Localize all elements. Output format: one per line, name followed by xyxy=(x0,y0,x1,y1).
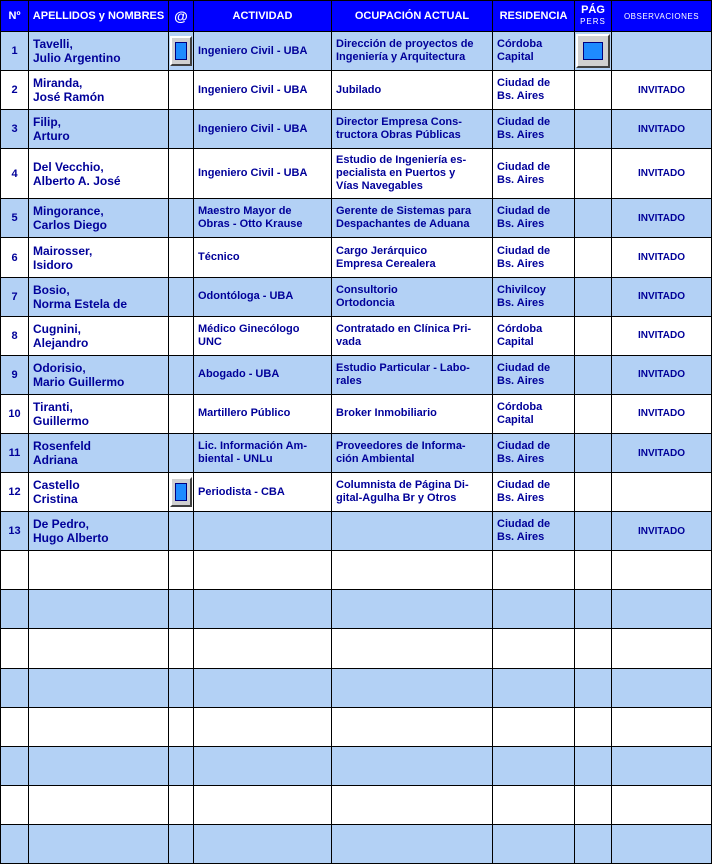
surname: Castello xyxy=(33,478,80,493)
empty-cell xyxy=(169,707,194,746)
residence-line-2: Capital xyxy=(497,335,534,348)
given-names: Alberto A. José xyxy=(33,173,121,188)
residence-cell xyxy=(493,238,575,277)
person-name xyxy=(29,433,169,472)
empty-cell xyxy=(493,746,575,785)
empty-table-row xyxy=(1,746,712,785)
empty-cell xyxy=(1,824,29,863)
page-cell xyxy=(575,71,612,110)
surname: Miranda, xyxy=(33,76,83,91)
page-cell xyxy=(575,199,612,238)
observation-cell xyxy=(612,473,712,512)
given-names: Alejandro xyxy=(33,335,89,350)
surname: De Pedro, xyxy=(33,517,90,532)
empty-cell xyxy=(493,785,575,824)
occupation-cell xyxy=(332,32,493,71)
occupation-line-1: Jubilado xyxy=(336,83,382,96)
observation-cell: INVITADO xyxy=(612,433,712,472)
email-cell xyxy=(169,71,194,110)
residence-line-2: Bs. Aires xyxy=(497,374,545,387)
activity-line-1: Médico Ginecólogo xyxy=(198,322,300,335)
email-cell xyxy=(169,316,194,355)
empty-table-row xyxy=(1,785,712,824)
empty-cell xyxy=(194,824,332,863)
empty-cell xyxy=(575,707,612,746)
residence-cell xyxy=(493,512,575,551)
given-names: Arturo xyxy=(33,129,70,144)
empty-cell xyxy=(493,824,575,863)
empty-cell xyxy=(194,746,332,785)
activity-cell xyxy=(194,394,332,433)
empty-cell xyxy=(1,590,29,629)
residence-line-2: Bs. Aires xyxy=(497,90,545,103)
page-cell xyxy=(575,355,612,394)
email-cell xyxy=(169,394,194,433)
empty-cell xyxy=(169,785,194,824)
occupation-line-1: Columnista de Página Di- xyxy=(336,479,469,492)
surname: Mairosser, xyxy=(33,243,93,258)
person-name xyxy=(29,149,169,199)
activity-cell xyxy=(194,238,332,277)
residence-line-2: Bs. Aires xyxy=(497,218,545,231)
table-row xyxy=(1,71,712,110)
surname: Bosio, xyxy=(33,282,70,297)
occupation-cell xyxy=(332,71,493,110)
residence-cell xyxy=(493,433,575,472)
occupation-cell xyxy=(332,277,493,316)
residence-cell xyxy=(493,316,575,355)
occupation-cell xyxy=(332,110,493,149)
surname: Del Vecchio, xyxy=(33,159,104,174)
occupation-cell xyxy=(332,355,493,394)
activity-line-2: UNC xyxy=(198,335,222,348)
given-names: Carlos Diego xyxy=(33,218,108,233)
activity-line-1: Ingeniero Civil - UBA xyxy=(198,167,308,180)
empty-cell xyxy=(332,824,493,863)
observation-cell: INVITADO xyxy=(612,199,712,238)
residence-cell xyxy=(493,149,575,199)
empty-table-row xyxy=(1,551,712,590)
empty-cell xyxy=(29,668,169,707)
row-number: 2 xyxy=(1,71,29,110)
table-row xyxy=(1,433,712,472)
empty-cell xyxy=(612,707,712,746)
empty-cell xyxy=(29,785,169,824)
residence-cell xyxy=(493,473,575,512)
observation-cell: INVITADO xyxy=(612,316,712,355)
header-activity: ACTIVIDAD xyxy=(194,1,332,32)
occupation-cell xyxy=(332,394,493,433)
activity-cell xyxy=(194,512,332,551)
person-name xyxy=(29,394,169,433)
residence-line-2: Capital xyxy=(497,51,534,64)
empty-cell xyxy=(332,629,493,668)
email-cell xyxy=(169,110,194,149)
residence-line-2: Capital xyxy=(497,413,534,426)
observation-cell: INVITADO xyxy=(612,512,712,551)
table-row xyxy=(1,394,712,433)
activity-cell xyxy=(194,433,332,472)
surname: Mingorance, xyxy=(33,204,104,219)
occupation-line-2: pecialista en Puertos y xyxy=(336,167,456,180)
empty-cell xyxy=(169,668,194,707)
occupation-line-1: Dirección de proyectos de xyxy=(336,38,474,51)
given-names: Julio Argentino xyxy=(33,51,121,66)
given-names: José Ramón xyxy=(33,90,105,105)
person-name xyxy=(29,199,169,238)
table-row xyxy=(1,199,712,238)
empty-cell xyxy=(1,668,29,707)
table-row xyxy=(1,316,712,355)
page-cell xyxy=(575,238,612,277)
empty-cell xyxy=(194,590,332,629)
empty-cell xyxy=(169,629,194,668)
empty-cell xyxy=(493,551,575,590)
empty-table-row xyxy=(1,668,712,707)
row-number: 8 xyxy=(1,316,29,355)
empty-cell xyxy=(493,668,575,707)
activity-line-1: Martillero Público xyxy=(198,407,291,420)
residence-line-1: Ciudad de xyxy=(497,440,551,452)
header-occupation: OCUPACIÓN ACTUAL xyxy=(332,1,493,32)
occupation-line-2: Ortodoncia xyxy=(336,296,395,309)
activity-line-1: Técnico xyxy=(198,251,240,264)
surname: Filip, xyxy=(33,115,61,130)
activity-line-1: Odontóloga - UBA xyxy=(198,290,294,303)
given-names: Cristina xyxy=(33,492,78,507)
page-cell xyxy=(575,32,612,71)
table-row xyxy=(1,473,712,512)
email-cell xyxy=(169,32,194,71)
activity-cell xyxy=(194,149,332,199)
empty-cell xyxy=(332,746,493,785)
empty-cell xyxy=(575,746,612,785)
empty-cell xyxy=(332,668,493,707)
observation-cell: INVITADO xyxy=(612,149,712,199)
surname: Rosenfeld xyxy=(33,439,92,453)
observation-cell: INVITADO xyxy=(612,277,712,316)
header-email: @ xyxy=(169,1,194,32)
residence-line-1: Ciudad de xyxy=(497,116,551,129)
occupation-line-1: Proveedores de Informa- xyxy=(336,440,466,452)
empty-cell xyxy=(612,824,712,863)
email-cell xyxy=(169,277,194,316)
empty-cell xyxy=(612,668,712,707)
table-row xyxy=(1,32,712,71)
email-link-icon[interactable] xyxy=(170,477,192,507)
activity-cell xyxy=(194,32,332,71)
given-names: Guillermo xyxy=(33,413,90,428)
header-name: APELLIDOS y NOMBRES xyxy=(29,1,169,32)
activity-line-1: Lic. Información Am- xyxy=(198,440,307,452)
empty-cell xyxy=(575,785,612,824)
residence-line-1: Córdoba xyxy=(497,38,543,51)
row-number: 10 xyxy=(1,394,29,433)
personal-page-icon[interactable] xyxy=(576,34,610,68)
residence-line-1: Ciudad de xyxy=(497,518,551,531)
empty-cell xyxy=(29,629,169,668)
empty-cell xyxy=(29,746,169,785)
empty-cell xyxy=(194,551,332,590)
observation-cell: INVITADO xyxy=(612,394,712,433)
email-cell xyxy=(169,238,194,277)
empty-cell xyxy=(493,590,575,629)
residence-line-2: Bs. Aires xyxy=(497,173,545,186)
person-name xyxy=(29,473,169,512)
occupation-line-1: Broker Inmobiliario xyxy=(336,407,437,420)
table-row xyxy=(1,110,712,149)
page-cell xyxy=(575,394,612,433)
roster-body xyxy=(1,32,712,864)
residence-line-1: Ciudad de xyxy=(497,205,551,218)
page-cell xyxy=(575,433,612,472)
page-cell xyxy=(575,473,612,512)
residence-cell xyxy=(493,32,575,71)
residence-cell xyxy=(493,110,575,149)
activity-line-2: biental - UNLu xyxy=(198,453,273,465)
occupation-line-1: Gerente de Sistemas para xyxy=(336,205,472,218)
activity-cell xyxy=(194,277,332,316)
residence-cell xyxy=(493,355,575,394)
row-number: 11 xyxy=(1,433,29,472)
empty-cell xyxy=(1,785,29,824)
given-names: Mario Guillermo xyxy=(33,374,125,389)
empty-cell xyxy=(169,551,194,590)
row-number: 3 xyxy=(1,110,29,149)
activity-cell xyxy=(194,110,332,149)
occupation-line-2: Despachantes de Aduana xyxy=(336,218,470,231)
empty-cell xyxy=(332,590,493,629)
occupation-line-2: gital-Agulha Br y Otros xyxy=(336,492,457,505)
activity-cell xyxy=(194,199,332,238)
header-page-label: PÁG xyxy=(581,4,605,16)
occupation-cell xyxy=(332,238,493,277)
empty-cell xyxy=(493,707,575,746)
empty-cell xyxy=(612,785,712,824)
row-number: 9 xyxy=(1,355,29,394)
email-cell xyxy=(169,149,194,199)
residence-line-2: Bs. Aires xyxy=(497,257,545,270)
occupation-line-2: rales xyxy=(336,374,362,387)
activity-line-1: Maestro Mayor de xyxy=(198,205,292,218)
residence-line-1: Ciudad de xyxy=(497,479,551,492)
activity-cell xyxy=(194,71,332,110)
given-names: Isidoro xyxy=(33,257,74,272)
empty-table-row xyxy=(1,707,712,746)
empty-table-row xyxy=(1,590,712,629)
empty-cell xyxy=(169,746,194,785)
row-number: 12 xyxy=(1,473,29,512)
header-num: Nº xyxy=(1,1,29,32)
activity-line-1: Periodista - CBA xyxy=(198,485,285,498)
person-name xyxy=(29,110,169,149)
empty-cell xyxy=(29,590,169,629)
empty-cell xyxy=(29,707,169,746)
occupation-cell xyxy=(332,512,493,551)
occupation-cell xyxy=(332,149,493,199)
empty-cell xyxy=(575,629,612,668)
occupation-line-2: Ingeniería y Arquitectura xyxy=(336,51,466,64)
empty-table-row xyxy=(1,629,712,668)
occupation-line-1: Contratado en Clínica Pri- xyxy=(336,322,472,335)
empty-cell xyxy=(612,551,712,590)
email-cell xyxy=(169,355,194,394)
email-cell xyxy=(169,199,194,238)
empty-cell xyxy=(194,707,332,746)
occupation-line-2: Empresa Cerealera xyxy=(336,257,436,270)
table-row xyxy=(1,355,712,394)
header-residence: RESIDENCIA xyxy=(493,1,575,32)
email-cell xyxy=(169,433,194,472)
table-row xyxy=(1,277,712,316)
surname: Cugnini, xyxy=(33,321,81,336)
empty-cell xyxy=(1,746,29,785)
surname: Tavelli, xyxy=(33,37,73,52)
person-name xyxy=(29,32,169,71)
empty-cell xyxy=(29,824,169,863)
email-cell xyxy=(169,473,194,512)
empty-cell xyxy=(29,551,169,590)
empty-cell xyxy=(575,590,612,629)
activity-cell xyxy=(194,473,332,512)
occupation-line-2: ción Ambiental xyxy=(336,453,415,465)
residence-line-1: Córdoba xyxy=(497,400,543,413)
residence-line-2: Bs. Aires xyxy=(497,296,545,309)
empty-cell xyxy=(332,785,493,824)
surname: Odorisio, xyxy=(33,360,86,375)
residence-line-2: Bs. Aires xyxy=(497,453,545,465)
residence-line-1: Ciudad de xyxy=(497,361,551,374)
observation-cell: INVITADO xyxy=(612,355,712,394)
row-number: 13 xyxy=(1,512,29,551)
page-cell xyxy=(575,316,612,355)
row-number: 7 xyxy=(1,277,29,316)
given-names: Adriana xyxy=(33,453,78,467)
person-name xyxy=(29,238,169,277)
occupation-line-2: tructora Obras Públicas xyxy=(336,129,461,142)
email-cell xyxy=(169,512,194,551)
table-row xyxy=(1,149,712,199)
page-cell xyxy=(575,149,612,199)
table-row xyxy=(1,512,712,551)
activity-line-1: Ingeniero Civil - UBA xyxy=(198,122,308,135)
empty-cell xyxy=(1,551,29,590)
activity-line-1: Abogado - UBA xyxy=(198,368,280,381)
surname: Tiranti, xyxy=(33,399,73,414)
occupation-line-1: Estudio Particular - Labo- xyxy=(336,361,470,374)
observation-cell xyxy=(612,32,712,71)
occupation-line-2: vada xyxy=(336,335,362,348)
empty-cell xyxy=(169,824,194,863)
residence-cell xyxy=(493,277,575,316)
given-names: Norma Estela de xyxy=(33,296,128,311)
empty-table-row xyxy=(1,824,712,863)
observation-cell: INVITADO xyxy=(612,71,712,110)
residence-line-1: Ciudad de xyxy=(497,244,551,257)
empty-cell xyxy=(194,785,332,824)
empty-cell xyxy=(169,590,194,629)
empty-cell xyxy=(575,824,612,863)
occupation-cell xyxy=(332,199,493,238)
activity-cell xyxy=(194,355,332,394)
residence-line-1: Córdoba xyxy=(497,322,543,335)
empty-cell xyxy=(575,551,612,590)
header-observations: OBSERVACIONES xyxy=(612,1,712,32)
row-number: 1 xyxy=(1,32,29,71)
occupation-line-1: Estudio de Ingeniería es- xyxy=(336,154,467,167)
empty-cell xyxy=(332,707,493,746)
activity-line-2: Obras - Otto Krause xyxy=(198,218,303,231)
row-number: 5 xyxy=(1,199,29,238)
activity-line-1: Ingeniero Civil - UBA xyxy=(198,44,308,57)
person-name xyxy=(29,355,169,394)
residence-line-2: Bs. Aires xyxy=(497,492,545,505)
occupation-line-1: Cargo Jerárquico xyxy=(336,244,428,257)
empty-cell xyxy=(194,668,332,707)
given-names: Hugo Alberto xyxy=(33,531,109,546)
person-name xyxy=(29,277,169,316)
residence-line-1: Ciudad de xyxy=(497,77,551,90)
residence-line-1: Ciudad de xyxy=(497,160,551,173)
observation-cell: INVITADO xyxy=(612,238,712,277)
page-cell xyxy=(575,110,612,149)
residence-cell xyxy=(493,394,575,433)
occupation-cell xyxy=(332,316,493,355)
person-name xyxy=(29,316,169,355)
empty-cell xyxy=(194,629,332,668)
residence-cell xyxy=(493,199,575,238)
row-number: 6 xyxy=(1,238,29,277)
occupation-line-1: Consultorio xyxy=(336,283,398,296)
activity-cell xyxy=(194,316,332,355)
residence-line-2: Bs. Aires xyxy=(497,129,545,142)
page-cell xyxy=(575,277,612,316)
empty-cell xyxy=(612,629,712,668)
person-name xyxy=(29,71,169,110)
row-number: 4 xyxy=(1,149,29,199)
empty-cell xyxy=(1,707,29,746)
occupation-cell xyxy=(332,433,493,472)
empty-cell xyxy=(332,551,493,590)
observation-cell: INVITADO xyxy=(612,110,712,149)
header-page xyxy=(575,1,612,32)
empty-cell xyxy=(612,746,712,785)
empty-cell xyxy=(1,629,29,668)
page-cell xyxy=(575,512,612,551)
header-row xyxy=(1,1,712,32)
occupation-line-3: Vías Navegables xyxy=(336,180,423,193)
empty-cell xyxy=(612,590,712,629)
residence-line-2: Bs. Aires xyxy=(497,531,545,544)
residence-line-1: Chivilcoy xyxy=(497,283,546,296)
activity-line-1: Ingeniero Civil - UBA xyxy=(198,83,308,96)
occupation-line-1: Director Empresa Cons- xyxy=(336,116,462,129)
email-link-icon[interactable] xyxy=(170,36,192,66)
empty-cell xyxy=(493,629,575,668)
residence-cell xyxy=(493,71,575,110)
empty-cell xyxy=(575,668,612,707)
occupation-cell xyxy=(332,473,493,512)
person-name xyxy=(29,512,169,551)
table-row xyxy=(1,238,712,277)
header-page-sub: PERS xyxy=(580,17,606,26)
